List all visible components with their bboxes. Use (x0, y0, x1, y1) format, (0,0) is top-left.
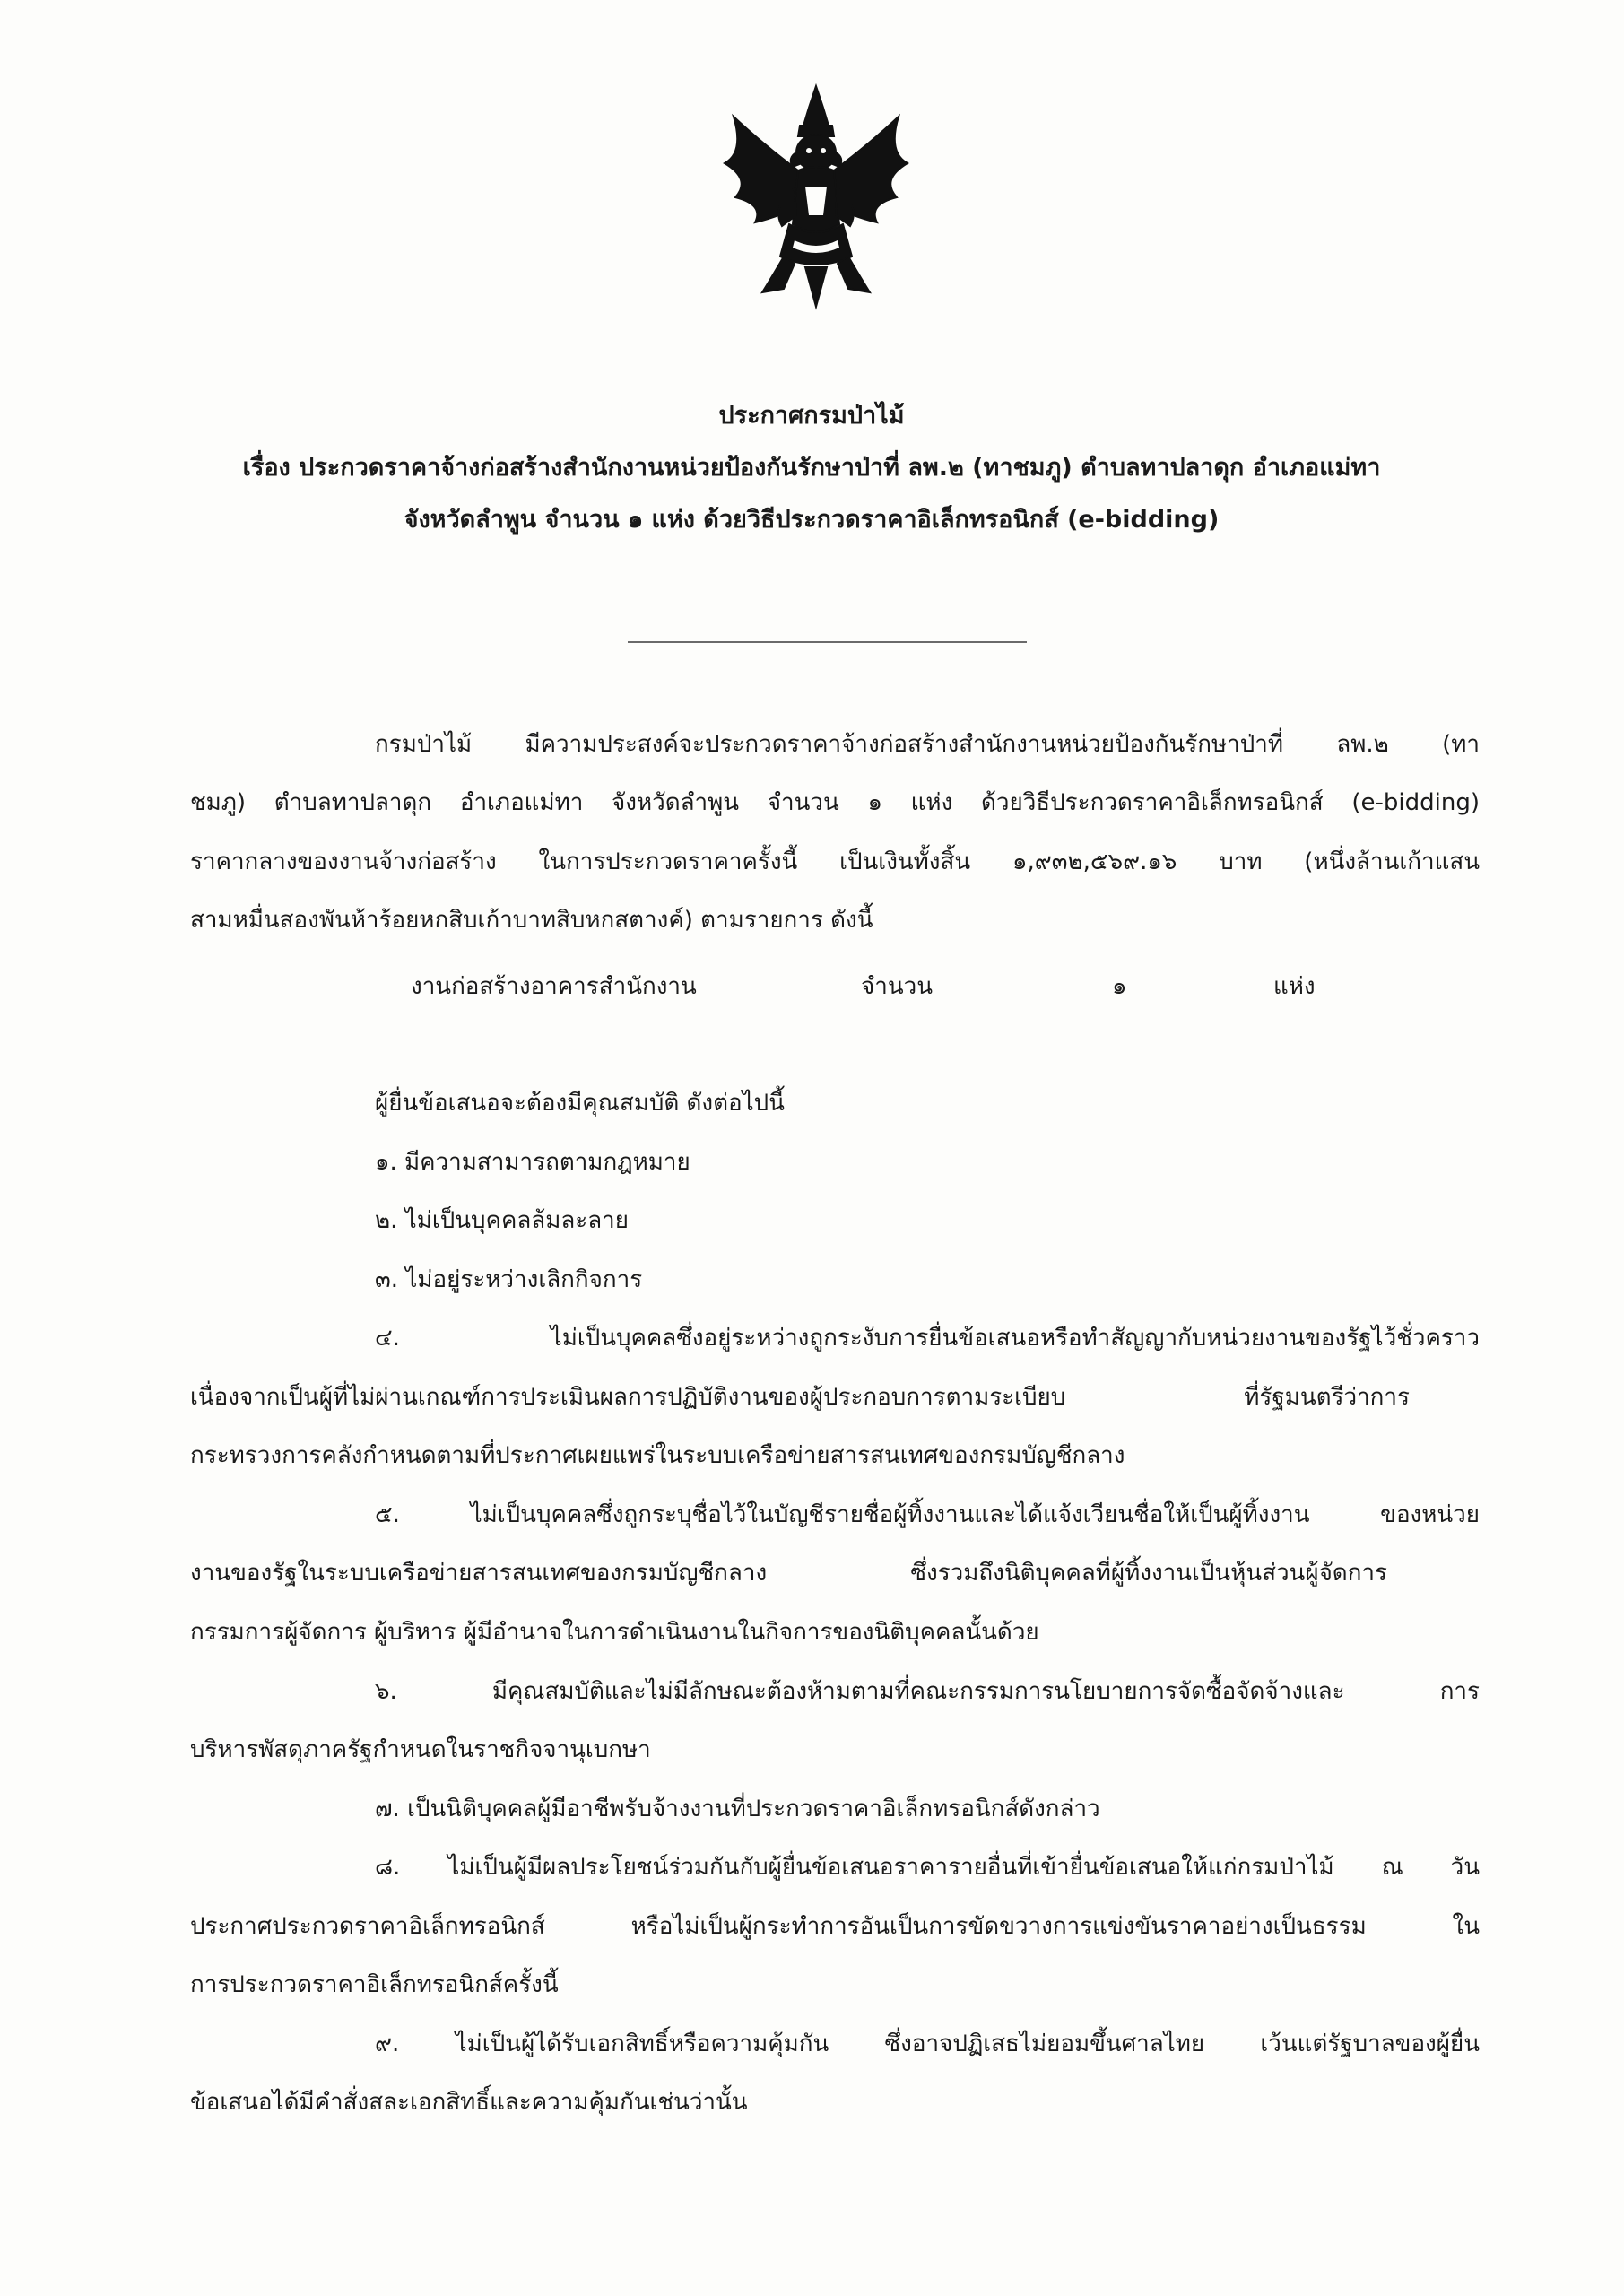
qualification-4-line-1: ๔. ไม่เป็นบุคคลซึ่งอยู่ระหว่างถูกระงับการยื่นข้อเสนอหรือทำสัญญากับหน่วยงานของรัฐไว้ชั่วคราว (375, 1325, 1480, 1352)
qualification-5-line-1: ๕. ไม่เป็นบุคคลซึ่งถูกระบุชื่อไว้ในบัญชีรายชื่อผู้ทิ้งงานและได้แจ้งเวียนชื่อให้เป็นผู้ทิ้งงาน ของหน่วย (375, 1501, 1480, 1528)
item-unit: แห่ง (1273, 973, 1316, 1000)
qualification-9-line-1: ๙. ไม่เป็นผู้ได้รับเอกสิทธิ์หรือความคุ้มกัน ซึ่งอาจปฏิเสธไม่ยอมขึ้นศาลไทย เว้นแต่รัฐบาลของผู้ยื่น (375, 2031, 1480, 2057)
qualification-6-line-2: บริหารพัสดุภาครัฐกำหนดในราชกิจจานุเบกษา (190, 1736, 651, 1763)
qualification-2: ๒. ไม่เป็นบุคคลล้มละลาย (375, 1207, 630, 1234)
intro-line-4: สามหมื่นสองพันห้าร้อยหกสิบเก้าบาทสิบหกสตางค์) ตามรายการ ดังนี้ (190, 907, 873, 934)
subject-line-1: เรื่อง ประกวดราคาจ้างก่อสร้างสำนักงานหน่วยป้องกันรักษาป่าที่ ลพ.๒ (ทาชมภู) ตำบลทาปลาดุก อำเภอแม่ทา (242, 454, 1381, 482)
qualification-6-line-1: ๖. มีคุณสมบัติและไม่มีลักษณะต้องห้ามตามที่คณะกรรมการนโยบายการจัดซื้อจัดจ้างและ การ (375, 1678, 1480, 1705)
intro-line-1: กรมป่าไม้ มีความประสงค์จะประกวดราคาจ้างก่อสร้างสำนักงานหน่วยป้องกันรักษาป่าที่ ลพ.๒ (ทา (375, 731, 1480, 758)
title-divider (628, 641, 1027, 643)
qualification-8-line-2: ประกาศประกวดราคาอิเล็กทรอนิกส์ หรือไม่เป็นผู้กระทำการอันเป็นการขัดขวางการแข่งขันราคาอย่างเป็นธรรม ใน (190, 1913, 1480, 1940)
qualification-1: ๑. มีความสามารถตามกฎหมาย (375, 1149, 690, 1176)
item-qty: ๑ (1112, 973, 1127, 1000)
issuer-title: ประกาศกรมป่าไม้ (718, 402, 905, 430)
qualification-8-line-1: ๘. ไม่เป็นผู้มีผลประโยชน์ร่วมกันกับผู้ยื่นข้อเสนอราคารายอื่นที่เข้ายื่นข้อเสนอให้แก่กรมป่าไม้ ณ วัน (375, 1854, 1480, 1881)
qualifications-heading: ผู้ยื่นข้อเสนอจะต้องมีคุณสมบัติ ดังต่อไปนี้ (375, 1090, 785, 1117)
qualification-5-line-2: งานของรัฐในระบบเครือข่ายสารสนเทศของกรมบัญชีกลาง ซึ่งรวมถึงนิติบุคคลที่ผู้ทิ้งงานเป็นหุ้นส่วนผู้จัดการ (190, 1560, 1387, 1587)
qualification-9-line-2: ข้อเสนอได้มีคำสั่งสละเอกสิทธิ์และความคุ้มกันเช่นว่านั้น (190, 2089, 748, 2116)
garuda-emblem-icon (708, 81, 924, 314)
qualification-3: ๓. ไม่อยู่ระหว่างเลิกกิจการ (375, 1266, 643, 1293)
intro-line-3: ราคากลางของงานจ้างก่อสร้าง ในการประกวดราคาครั้งนี้ เป็นเงินทั้งสิ้น ๑,๙๓๒,๕๖๙.๑๖ บาท (หนึ่งล้านเก้าแสน (190, 848, 1480, 875)
qualification-7: ๗. เป็นนิติบุคคลผู้มีอาชีพรับจ้างงานที่ประกวดราคาอิเล็กทรอนิกส์ดังกล่าว (375, 1796, 1100, 1822)
qualification-8-line-3: การประกวดราคาอิเล็กทรอนิกส์ครั้งนี้ (190, 1971, 559, 1998)
qualification-4-line-3: กระทรวงการคลังกำหนดตามที่ประกาศเผยแพร่ในระบบเครือข่ายสารสนเทศของกรมบัญชีกลาง (190, 1442, 1125, 1469)
qualification-4-line-2: เนื่องจากเป็นผู้ที่ไม่ผ่านเกณฑ์การประเมินผลการปฏิบัติงานของผู้ประกอบการตามระเบียบ ที่รัฐมนตรีว่าการ (190, 1384, 1410, 1411)
document-title (135, 390, 1489, 546)
intro-line-2: ชมภู) ตำบลทาปลาดุก อำเภอแม่ทา จังหวัดลำพูน จำนวน ๑ แห่ง ด้วยวิธีประกวดราคาอิเล็กทรอนิกส์ (e-bidding) (190, 789, 1480, 816)
subject-line-2: จังหวัดลำพูน จำนวน ๑ แห่ง ด้วยวิธีประกวดราคาอิเล็กทรอนิกส์ (e-bidding) (404, 506, 1220, 534)
item-name: งานก่อสร้างอาคารสำนักงาน (411, 973, 697, 1000)
qualification-5-line-3: กรรมการผู้จัดการ ผู้บริหาร ผู้มีอำนาจในการดำเนินงานในกิจการของนิติบุคคลนั้นด้วย (190, 1619, 1039, 1646)
item-qty-label: จำนวน (861, 973, 933, 1000)
